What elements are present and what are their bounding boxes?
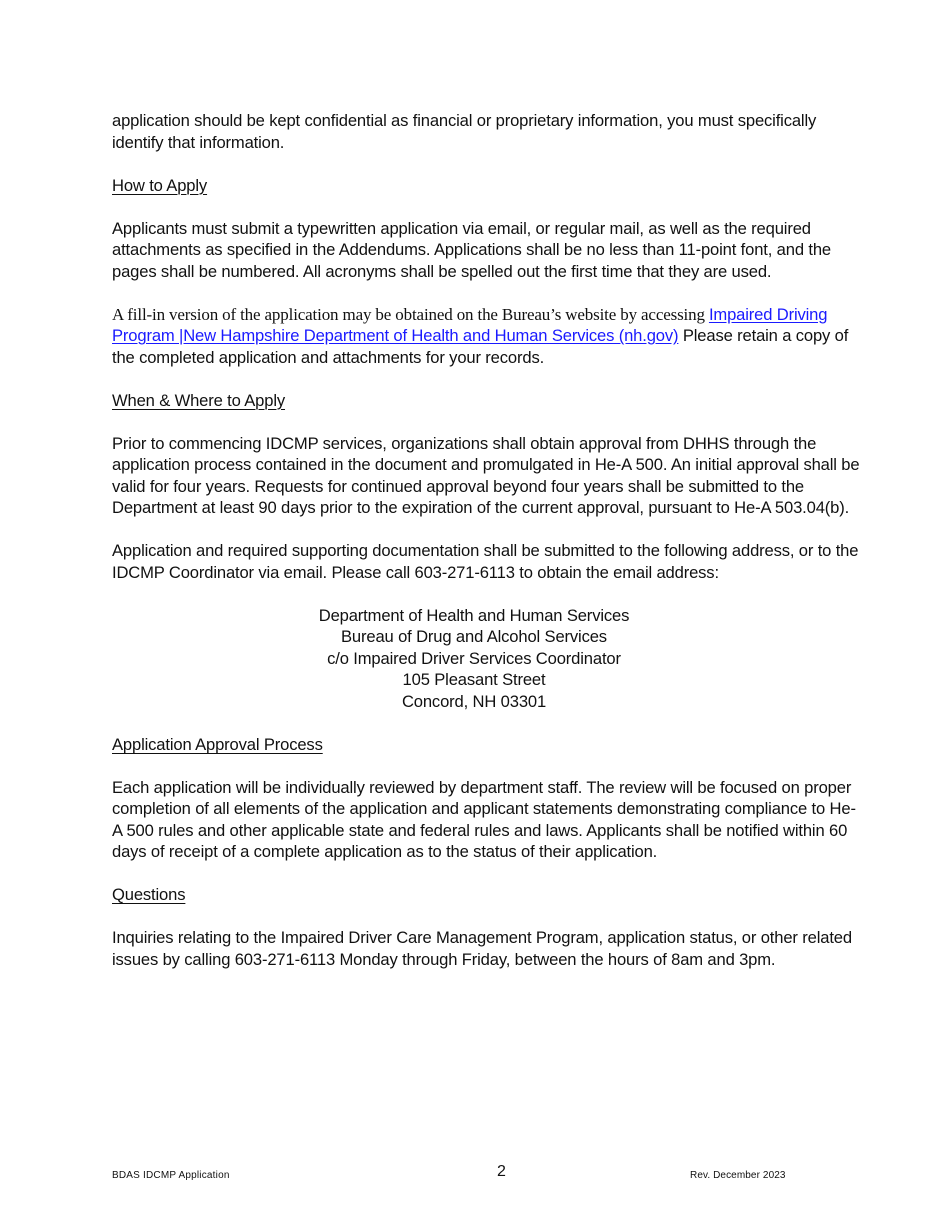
retain-copy-text: Please retain a copy of the completed application and attachments for your records. bbox=[112, 326, 849, 367]
document-body bbox=[112, 110, 864, 970]
how-to-apply-heading: How to Apply bbox=[112, 175, 208, 195]
fill-in-lead-text: A fill-in version of the application may be obtained on the Bureau’s website by accessing bbox=[112, 304, 709, 324]
when-where-paragraph-2: Application and required supporting documentation shall be submitted to the following address, or to the IDCMP Coordinator via email. Please call 603-271-6113 to obtain the email address: bbox=[112, 541, 859, 582]
questions-paragraph: Inquiries relating to the Impaired Driver Care Management Program, application status, or other related issues by calling 603-271-6113 Monday through Friday, between the hours of 8am and 3pm. bbox=[112, 928, 852, 969]
address-line-2: Bureau of Drug and Alcohol Services bbox=[341, 627, 607, 647]
page-number: 2 bbox=[497, 1163, 506, 1180]
approval-process-paragraph: Each application will be individually reviewed by department staff. The review will be focused on proper completion of all elements of the application and applicant statements demonstrating compliance to He-A 500 rules and other applicable state and federal rules and laws. Applicants shall be notified within 60 days of receipt of a complete application as to the status of their application. bbox=[112, 777, 856, 862]
impaired-driving-program-link[interactable]: Impaired Driving Program |New Hampshire Department of Health and Human Services (nh.gov) bbox=[112, 304, 828, 345]
address-line-1: Department of Health and Human Services bbox=[318, 605, 630, 625]
address-line-5: Concord, NH 03301 bbox=[401, 691, 547, 711]
approval-process-heading: Application Approval Process bbox=[112, 734, 323, 754]
footer-revision-date: Rev. December 2023 bbox=[690, 1170, 786, 1181]
when-where-heading: When & Where to Apply bbox=[112, 390, 286, 410]
mailing-address bbox=[112, 605, 836, 713]
intro-paragraph: application should be kept confidential as financial or proprietary information, you must specifically identify that information. bbox=[112, 111, 817, 152]
address-line-4: 105 Pleasant Street bbox=[402, 670, 546, 690]
how-to-apply-paragraph-2 bbox=[112, 304, 864, 369]
address-line-3: c/o Impaired Driver Services Coordinator bbox=[327, 648, 621, 668]
questions-heading: Questions bbox=[112, 885, 186, 905]
how-to-apply-paragraph-1: Applicants must submit a typewritten application via email, or regular mail, as well as the required attachments as specified in the Addendums. Applications shall be no less than 11-point font, and the pages shall be numbered. All acronyms shall be spelled out the first time that they are used. bbox=[112, 218, 831, 281]
when-where-paragraph-1: Prior to commencing IDCMP services, organizations shall obtain approval from DHHS through the application process contained in the document and promulgated in He-A 500. An initial approval shall be valid for four years. Requests for continued approval beyond four years shall be submitted to the Department at least 90 days prior to the expiration of the current approval, pursuant to He-A 503.04(b). bbox=[112, 433, 860, 517]
footer-document-title: BDAS IDCMP Application bbox=[112, 1170, 230, 1181]
page-footer bbox=[0, 1163, 950, 1187]
